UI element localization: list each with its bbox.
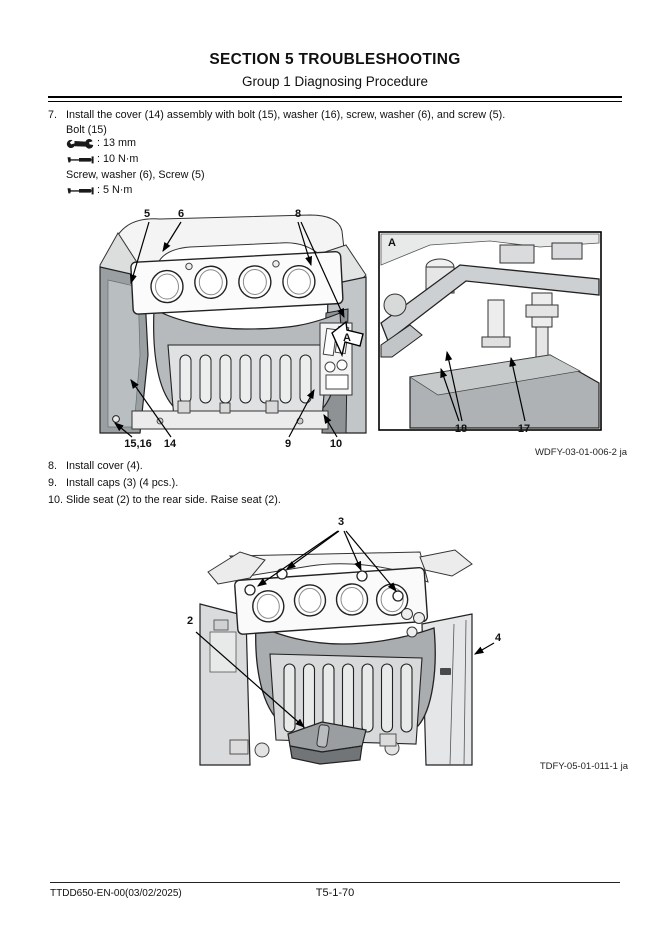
step-10 — [48, 494, 281, 507]
callout-17: 17 — [517, 423, 531, 435]
step-7-number: 7. — [48, 109, 58, 121]
callout-6: 6 — [177, 208, 185, 220]
torque-wrench-icon — [66, 154, 94, 166]
detail-a-box — [379, 232, 601, 430]
open-end-wrench-icon — [66, 138, 94, 150]
step-7-screw-line: Screw, washer (6), Screw (5) — [66, 169, 205, 181]
figure-1-caption: WDFY-03-01-006-2 ja — [534, 447, 627, 458]
torque-spec-value-2: : 5 N·m — [97, 184, 133, 196]
seat-area-drawing — [200, 550, 472, 765]
page-subtitle: Group 1 Diagnosing Procedure — [241, 74, 429, 89]
callout-14: 14 — [163, 438, 177, 450]
step-9-text: Install caps (3) (4 pcs.). — [66, 477, 179, 489]
figure-2-caption: TDFY-05-01-011-1 ja — [539, 761, 628, 772]
step-8-text: Install cover (4). — [66, 460, 143, 472]
step-9-number: 9. — [48, 477, 58, 489]
torque-spec-line-2 — [66, 184, 132, 197]
callout-4: 4 — [494, 632, 502, 644]
wrench-spec-value: : 13 mm — [97, 137, 136, 149]
torque-wrench-icon — [66, 185, 94, 197]
step-10-text: Slide seat (2) to the rear side. Raise seat (2). — [66, 494, 281, 506]
figure-1-drawing — [70, 205, 610, 455]
callout-18: 18 — [454, 423, 468, 435]
step-8 — [48, 460, 143, 473]
step-7-bolt-line: Bolt (15) — [66, 124, 107, 136]
figure-1 — [70, 205, 610, 455]
callout-9: 9 — [284, 438, 292, 450]
callout-10: 10 — [329, 438, 343, 450]
callout-3: 3 — [337, 516, 345, 528]
figure-2 — [170, 512, 515, 774]
molded-label-blob — [440, 668, 451, 675]
wrench-spec-line — [66, 137, 136, 150]
cap-hole — [357, 571, 367, 581]
figure-2-drawing — [170, 512, 515, 774]
control-panel — [131, 251, 343, 314]
torque-spec-line-1 — [66, 153, 138, 166]
detail-a-title: A — [388, 237, 396, 249]
cap-hole — [245, 585, 255, 595]
cap-hole — [393, 591, 403, 601]
header-divider — [48, 96, 622, 102]
callout-8: 8 — [294, 208, 302, 220]
callout-a-arrow: A — [343, 332, 351, 344]
torque-spec-value-1: : 10 N·m — [97, 153, 139, 165]
step-7-text: Install the cover (14) assembly with bolt (15), washer (16), screw, washer (6), and screw (5). — [66, 109, 506, 121]
step-7 — [48, 109, 505, 122]
footer-page-number: T5-1-70 — [315, 887, 355, 899]
cover-assembly-drawing — [100, 215, 366, 433]
step-9 — [48, 477, 178, 490]
callout-5: 5 — [143, 208, 151, 220]
cap-hole — [277, 569, 287, 579]
footer-document-number: TTDD650-EN-00(03/02/2025) — [50, 888, 182, 899]
footer-divider — [50, 882, 620, 883]
callout-15-16: 15,16 — [124, 438, 152, 450]
callout-2: 2 — [186, 615, 194, 627]
step-8-number: 8. — [48, 460, 58, 472]
page-title: SECTION 5 TROUBLESHOOTING — [209, 51, 461, 68]
step-10-number: 10. — [48, 494, 64, 506]
